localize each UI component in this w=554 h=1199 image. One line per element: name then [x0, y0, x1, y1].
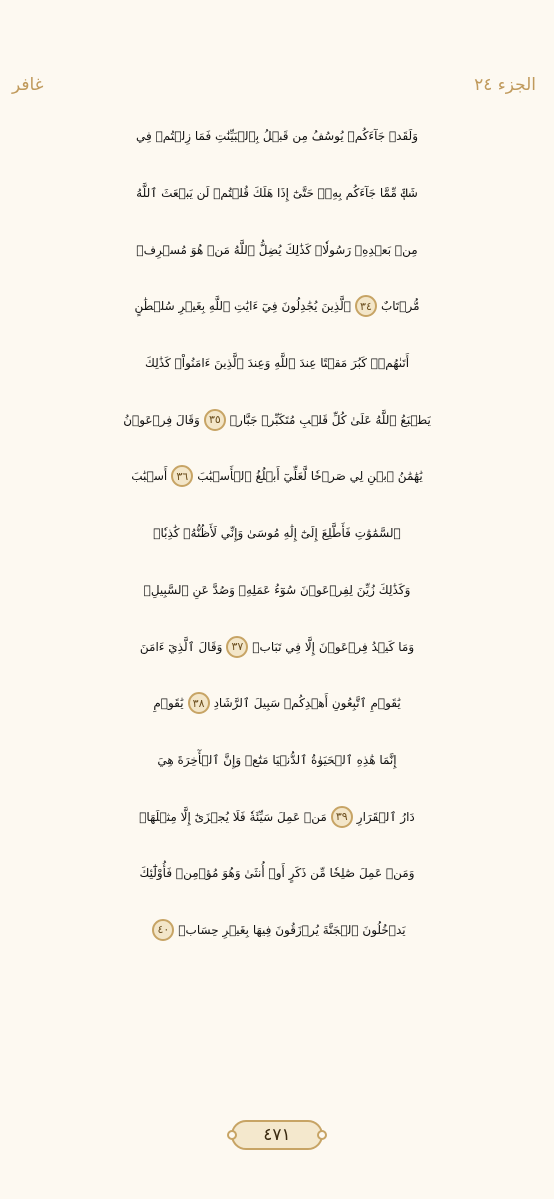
verse-text: أَسۡبَٰبَ: [131, 469, 168, 484]
verse-text: وَمَنۡ عَمِلَ صَٰلِحٗا مِّن ذَكَرٍ أَوۡ أُنثَىٰ وَهُوَ مُؤۡمِنٞ فَأُوْلَٰٓئِكَ: [139, 866, 415, 881]
verse-text: وَمَا كَيۡدُ فِرۡعَوۡنَ إِلَّا فِي تَبَابٖ: [252, 639, 415, 654]
verse-text: وَكَذَٰلِكَ زُيِّنَ لِفِرۡعَوۡنَ سُوٓءُ عَمَلِهِۦ وَصُدَّ عَنِ ٱلسَّبِيلِۚ: [143, 582, 411, 597]
verse-text: يَٰقَوۡمِ: [153, 696, 184, 711]
verse-text: يَدۡخُلُونَ ٱلۡجَنَّةَ يُرۡزَقُونَ فِيهَا بِغَيۡرِ حِسَابٖ: [178, 922, 406, 937]
verse-line: [12, 278, 542, 335]
verse-line: [12, 562, 542, 619]
verse-text: يَٰهَٰمَٰنُ ٱبۡنِ لِي صَرۡحٗا لَّعَلِّيٓ أَبۡلُغُ ٱلۡأَسۡبَٰبَ: [197, 469, 423, 484]
ayah-marker-icon: ٣٨: [188, 692, 210, 714]
ayah-marker-icon: ٣٤: [355, 295, 377, 317]
verse-text: يَٰقَوۡمِ ٱتَّبِعُونِ أَهۡدِكُمۡ سَبِيلَ ٱلرَّشَادِ: [213, 696, 401, 711]
ayah-marker-icon: ٣٦: [171, 465, 193, 487]
verse-line: [12, 335, 542, 392]
ayah-marker-icon: ٤٠: [152, 919, 174, 941]
verse-text: مُّرۡتَابٌ: [380, 299, 420, 314]
verse-text: وَلَقَدۡ جَآءَكُمۡ يُوسُفُ مِن قَبۡلُ بِٱلۡبَيِّنَٰتِ فَمَا زِلۡتُمۡ فِي: [136, 129, 418, 144]
juz-label: الجزء ٢٤: [474, 75, 536, 95]
verse-text: شَكّٖ مِّمَّا جَآءَكُم بِهِۦۖ حَتَّىٰٓ إِذَا هَلَكَ قُلۡتُمۡ لَن يَبۡعَثَ ٱللَّهُ: [136, 186, 418, 201]
page-number: ٤٧١: [263, 1125, 291, 1145]
verse-text: دَارُ ٱلۡقَرَارِ: [356, 809, 415, 824]
verse-line: [12, 618, 542, 675]
verse-lines: [12, 108, 542, 958]
surah-name: غافر: [12, 75, 44, 95]
verse-text: مِنۢ بَعۡدِهِۦ رَسُولٗاۚ كَذَٰلِكَ يُضِلُّ ٱللَّهُ مَنۡ هُوَ مُسۡرِفٞ: [136, 242, 418, 257]
ayah-marker-icon: ٣٧: [226, 636, 248, 658]
verse-line: [12, 732, 542, 789]
verse-text: يَطۡبَعُ ٱللَّهُ عَلَىٰ كُلِّ قَلۡبِ مُتَكَبِّرٖ جَبَّارٖ: [229, 412, 431, 427]
verse-text: أَتَىٰهُمۡۖ كَبُرَ مَقۡتًا عِندَ ٱللَّهِ وَعِندَ ٱلَّذِينَ ءَامَنُواْۚ كَذَٰلِكَ: [144, 356, 410, 371]
verse-line: [12, 108, 542, 165]
ayah-marker-icon: ٣٩: [331, 806, 353, 828]
verse-line: [12, 448, 542, 505]
page-number-badge: [231, 1120, 323, 1150]
verse-text: وَقَالَ ٱلَّذِيٓ ءَامَنَ: [139, 639, 223, 654]
ayah-marker-icon: ٣٥: [204, 409, 226, 431]
verse-line: [12, 788, 542, 845]
verse-line: [12, 902, 542, 959]
verse-line: [12, 675, 542, 732]
verse-text: مَنۡ عَمِلَ سَيِّئَةٗ فَلَا يُجۡزَىٰٓ إِلَّا مِثۡلَهَاۖ: [139, 809, 327, 824]
verse-line: [12, 165, 542, 222]
verse-text: إِنَّمَا هَٰذِهِ ٱلۡحَيَوٰةُ ٱلدُّنۡيَا مَتَٰعٞ وَإِنَّ ٱلۡأٓخِرَةَ هِيَ: [157, 752, 397, 767]
verse-line: [12, 845, 542, 902]
verse-text: ٱلَّذِينَ يُجَٰدِلُونَ فِيٓ ءَايَٰتِ ٱللَّهِ بِغَيۡرِ سُلۡطَٰنٍ: [134, 299, 351, 314]
verse-text: ٱلسَّمَٰوَٰتِ فَأَطَّلِعَ إِلَىٰٓ إِلَٰهِ مُوسَىٰ وَإِنِّي لَأَظُنُّهُۥ كَٰذِبٗاۚ: [153, 526, 401, 541]
verse-text: وَقَالَ فِرۡعَوۡنُ: [123, 412, 200, 427]
verse-line: [12, 391, 542, 448]
page-header: [12, 70, 536, 100]
verse-line: [12, 505, 542, 562]
verse-line: [12, 221, 542, 278]
